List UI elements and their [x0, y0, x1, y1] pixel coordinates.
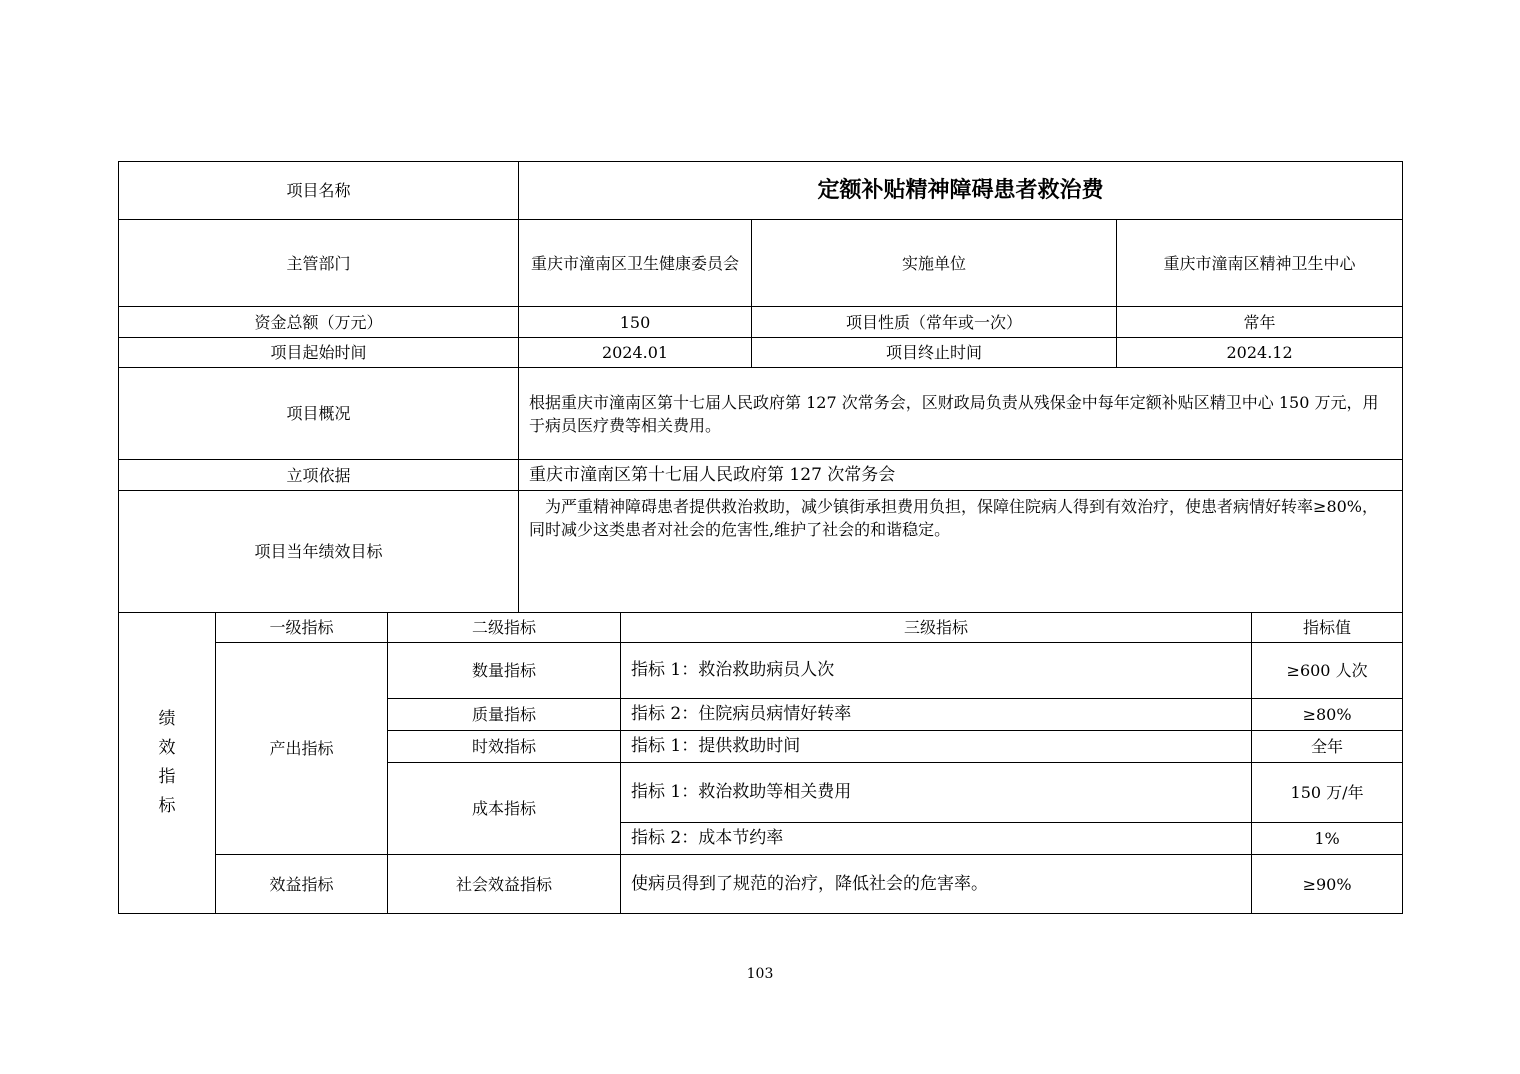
- header-value: 指标值: [1252, 613, 1403, 643]
- level3-cell: 使病员得到了规范的治疗，降低社会的危害率。: [621, 855, 1252, 914]
- impl-label: 实施单位: [752, 220, 1117, 307]
- table-row: [119, 855, 1403, 914]
- level2-quantity: 数量指标: [388, 643, 621, 699]
- value-cell: 150 万/年: [1252, 763, 1403, 823]
- basis-label: 立项依据: [119, 460, 519, 491]
- performance-indicators-text: 绩效指标: [158, 709, 176, 816]
- nature-label: 项目性质（常年或一次）: [752, 307, 1117, 338]
- overview-value: 根据重庆市潼南区第十七届人民政府第 127 次常务会，区财政局负责从残保金中每年定额补贴区精卫中心 150 万元，用于病员医疗费等相关费用。: [519, 368, 1403, 460]
- goal-label: 项目当年绩效目标: [119, 491, 519, 613]
- fund-value: 150: [519, 307, 752, 338]
- header-level1: 一级指标: [216, 613, 388, 643]
- start-value: 2024.01: [519, 338, 752, 368]
- impl-value: 重庆市潼南区精神卫生中心: [1117, 220, 1403, 307]
- value-cell: 1%: [1252, 823, 1403, 855]
- level1-benefit: 效益指标: [216, 855, 388, 914]
- level2-social-benefit: 社会效益指标: [388, 855, 621, 914]
- dept-label: 主管部门: [119, 220, 519, 307]
- page-number: 103: [746, 966, 774, 982]
- level3-cell: 指标 2：成本节约率: [621, 823, 1252, 855]
- nature-value: 常年: [1117, 307, 1403, 338]
- level2-timeliness: 时效指标: [388, 731, 621, 763]
- value-cell: 全年: [1252, 731, 1403, 763]
- start-label: 项目起始时间: [119, 338, 519, 368]
- table-row: [119, 643, 1403, 699]
- level3-cell: 指标 1：救治救助等相关费用: [621, 763, 1252, 823]
- project-name-label: 项目名称: [119, 162, 519, 220]
- fund-label: 资金总额（万元）: [119, 307, 519, 338]
- project-name-value: 定额补贴精神障碍患者救治费: [519, 162, 1403, 220]
- header-level3: 三级指标: [621, 613, 1252, 643]
- overview-label: 项目概况: [119, 368, 519, 460]
- level2-cost: 成本指标: [388, 763, 621, 855]
- level3-cell: 指标 2：住院病员病情好转率: [621, 699, 1252, 731]
- end-value: 2024.12: [1117, 338, 1403, 368]
- value-cell: ≥90%: [1252, 855, 1403, 914]
- level2-quality: 质量指标: [388, 699, 621, 731]
- goal-value: 为严重精神障碍患者提供救治救助，减少镇街承担费用负担，保障住院病人得到有效治疗，使患者病情好转率≥80%，同时减少这类患者对社会的危害性,维护了社会的和谐稳定。: [519, 491, 1403, 613]
- header-level2: 二级指标: [388, 613, 621, 643]
- level1-output: 产出指标: [216, 643, 388, 855]
- level3-cell: 指标 1：救治救助病员人次: [621, 643, 1252, 699]
- basis-value: 重庆市潼南区第十七届人民政府第 127 次常务会: [519, 460, 1403, 491]
- dept-value: 重庆市潼南区卫生健康委员会: [519, 220, 752, 307]
- end-label: 项目终止时间: [752, 338, 1117, 368]
- value-cell: ≥600 人次: [1252, 643, 1403, 699]
- level3-cell: 指标 1：提供救助时间: [621, 731, 1252, 763]
- performance-indicators-label: [119, 613, 216, 914]
- value-cell: ≥80%: [1252, 699, 1403, 731]
- project-performance-table: [118, 161, 1403, 914]
